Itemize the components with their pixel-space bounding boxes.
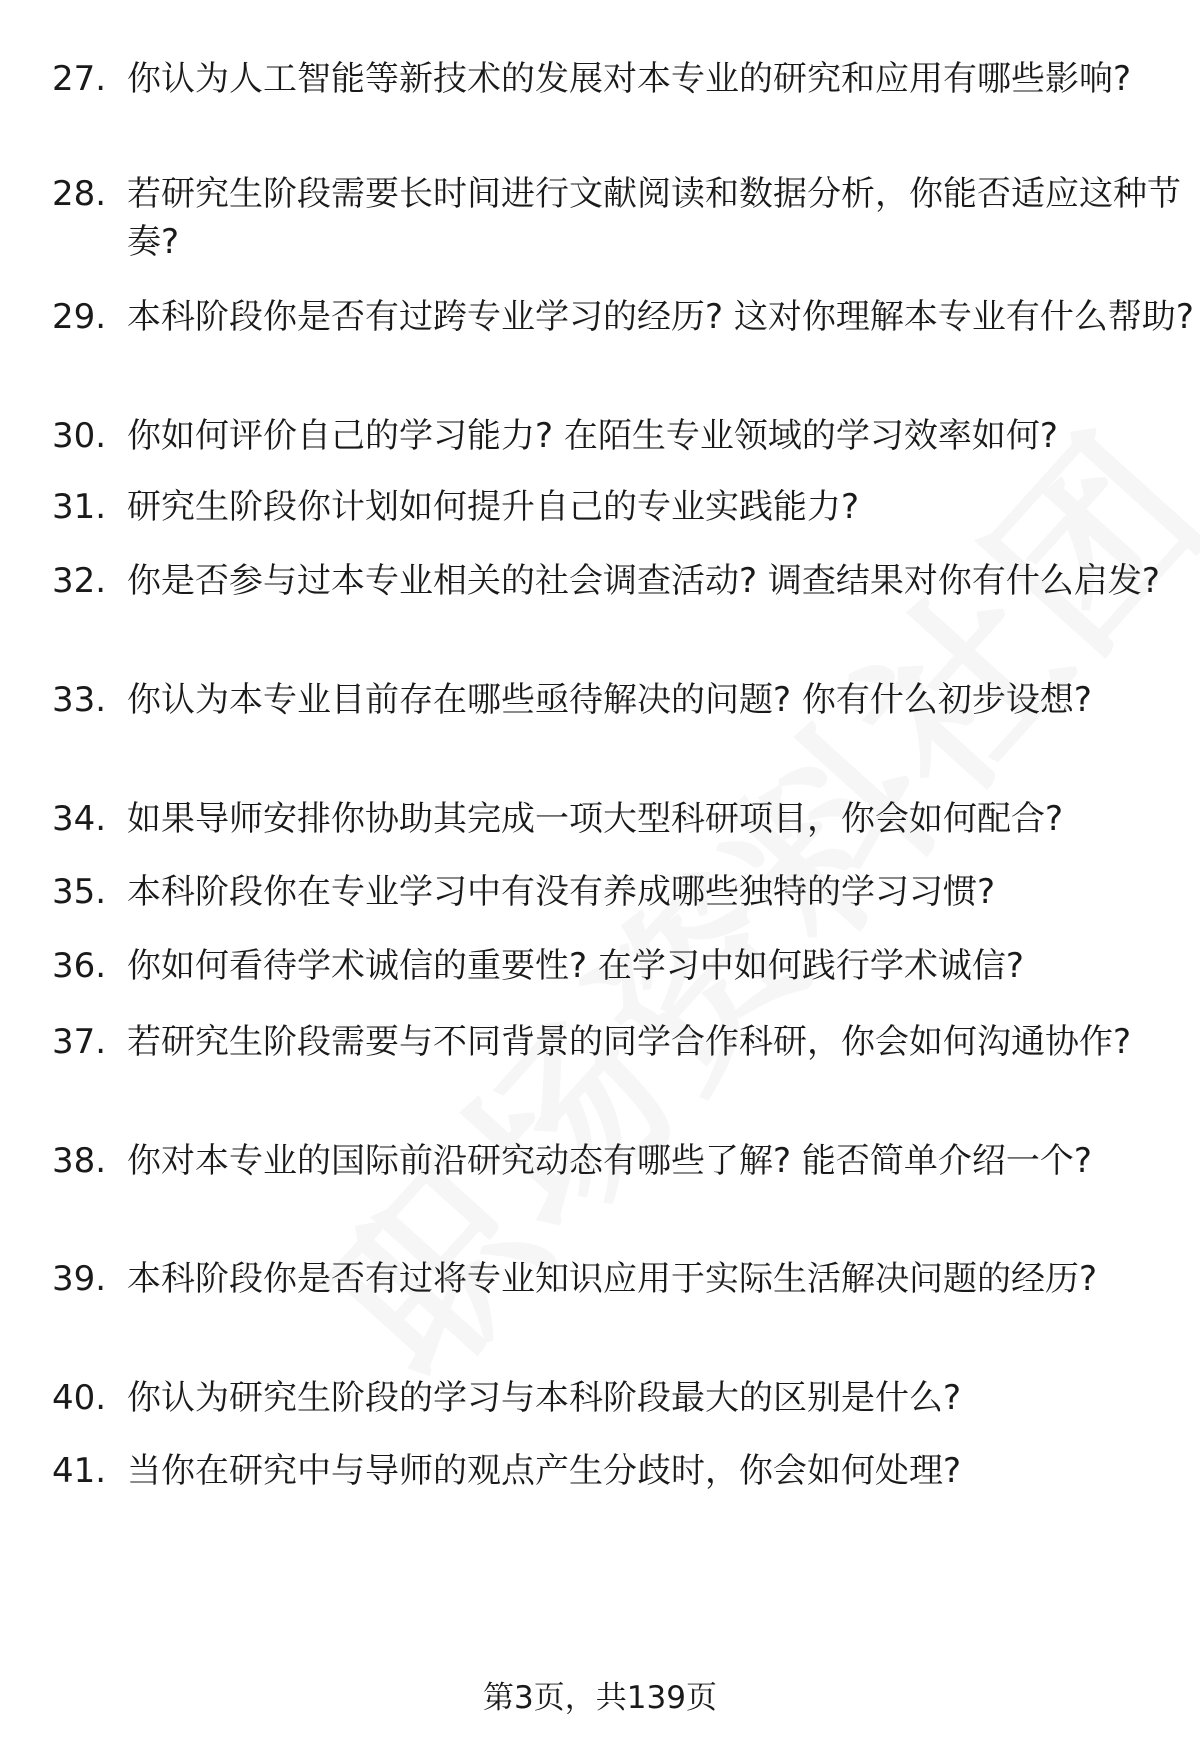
question-text: 你是否参与过本专业相关的社会调查活动? 调查结果对你有什么启发?: [127, 561, 1160, 601]
question-text: 若研究生阶段需要与不同背景的同学合作科研，你会如何沟通协作?: [127, 1022, 1132, 1062]
question-item: [52, 483, 1152, 531]
question-item: [52, 170, 1181, 266]
question-item: [52, 55, 1152, 103]
question-item: [52, 557, 1160, 605]
question-number: 30.: [52, 416, 107, 456]
question-number: 36.: [52, 946, 107, 986]
question-text: 你对本专业的国际前沿研究动态有哪些了解? 能否简单介绍一个?: [127, 1141, 1092, 1181]
question-text: 你认为人工智能等新技术的发展对本专业的研究和应用有哪些影响?: [127, 59, 1132, 99]
question-number: 34.: [52, 799, 107, 839]
question-text: 若研究生阶段需要长时间进行文献阅读和数据分析，你能否适应这种节奏?: [127, 174, 1181, 262]
question-item: [52, 1018, 1152, 1066]
question-number: 35.: [52, 872, 107, 912]
question-number: 28.: [52, 174, 107, 214]
question-number: 27.: [52, 59, 107, 99]
question-text: 你如何评价自己的学习能力? 在陌生专业领域的学习效率如何?: [127, 416, 1058, 456]
question-text: 本科阶段你是否有过跨专业学习的经历? 这对你理解本专业有什么帮助?: [127, 297, 1194, 337]
question-number: 32.: [52, 561, 107, 601]
question-text: 你认为本专业目前存在哪些亟待解决的问题? 你有什么初步设想?: [127, 680, 1092, 720]
question-item: [52, 293, 1194, 341]
question-text: 研究生阶段你计划如何提升自己的专业实践能力?: [127, 487, 860, 527]
question-item: [52, 1137, 1152, 1185]
question-text: 你认为研究生阶段的学习与本科阶段最大的区别是什么?: [127, 1378, 962, 1418]
question-item: [52, 795, 1152, 843]
question-number: 31.: [52, 487, 107, 527]
question-number: 33.: [52, 680, 107, 720]
question-number: 37.: [52, 1022, 107, 1062]
page-number-footer: 第3页，共139页: [483, 1680, 717, 1716]
question-number: 41.: [52, 1451, 107, 1491]
question-item: [52, 868, 1152, 916]
question-number: 29.: [52, 297, 107, 337]
question-item: [52, 942, 1152, 990]
question-text: 当你在研究中与导师的观点产生分歧时，你会如何处理?: [127, 1451, 962, 1491]
question-text: 你如何看待学术诚信的重要性? 在学习中如何践行学术诚信?: [127, 946, 1024, 986]
question-item: [52, 1447, 1152, 1495]
question-number: 39.: [52, 1259, 107, 1299]
question-text: 本科阶段你在专业学习中有没有养成哪些独特的学习习惯?: [127, 872, 996, 912]
question-item: [52, 1374, 1152, 1422]
question-text: 如果导师安排你协助其完成一项大型科研项目，你会如何配合?: [127, 799, 1064, 839]
question-number: 38.: [52, 1141, 107, 1181]
question-item: [52, 1255, 1152, 1303]
question-text: 本科阶段你是否有过将专业知识应用于实际生活解决问题的经历?: [127, 1259, 1098, 1299]
question-item: [52, 412, 1152, 460]
question-item: [52, 676, 1152, 724]
question-number: 40.: [52, 1378, 107, 1418]
